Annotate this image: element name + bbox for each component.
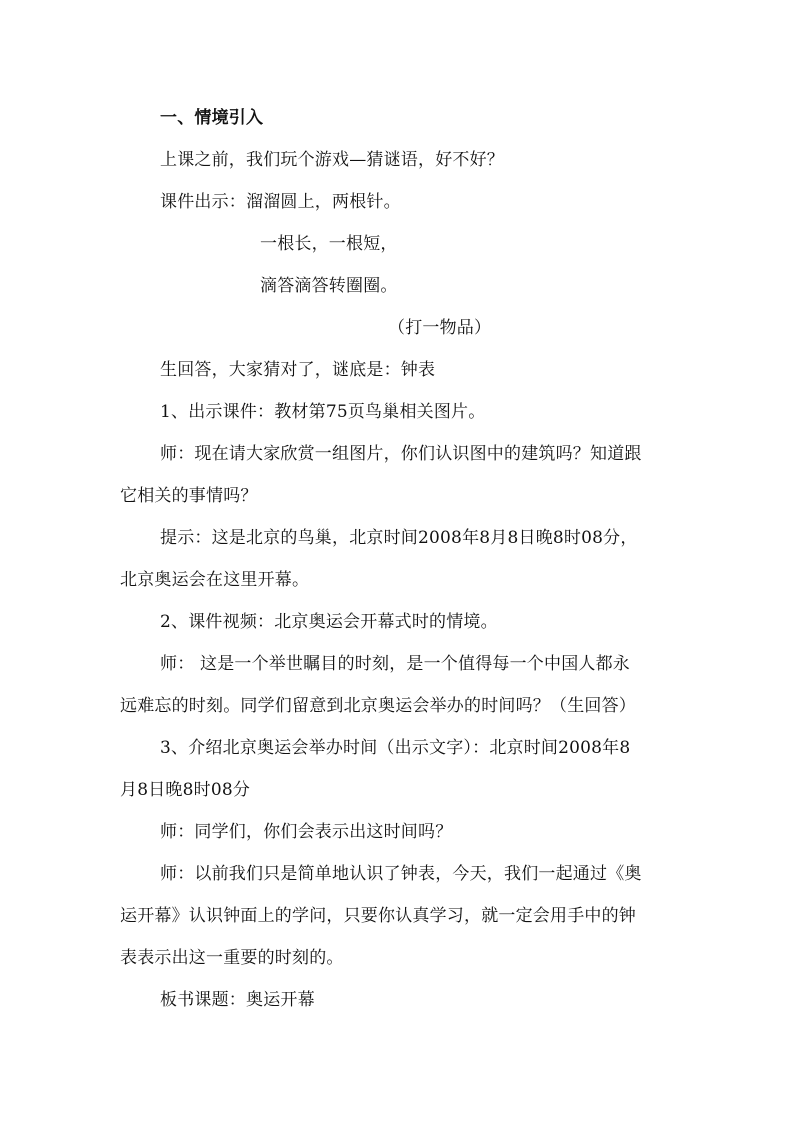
- step-1: 1、出示课件：教材第75页鸟巢相关图片。: [160, 402, 486, 422]
- intro-paragraph: 上课之前，我们玩个游戏—猜谜语，好不好？: [160, 150, 504, 170]
- riddle-hint: （打一物品）: [388, 318, 492, 338]
- step-3-line-1: 3、介绍北京奥运会举办时间（出示文字）：北京时间2008年8: [160, 738, 631, 758]
- teacher-paragraph-3: 师：同学们，你们会表示出这时间吗？: [160, 822, 453, 842]
- riddle-line-1: 课件出示：溜溜圆上，两根针。: [160, 192, 401, 212]
- teacher-paragraph-4-line-3: 表表示出这一重要的时刻的。: [120, 948, 344, 968]
- teacher-paragraph-4-line-1: 师：以前我们只是简单地认识了钟表，今天，我们一起通过《奥: [160, 864, 642, 884]
- answer-paragraph: 生回答，大家猜对了，谜底是：钟表: [160, 360, 436, 380]
- tip-line-2: 北京奥运会在这里开幕。: [120, 570, 310, 590]
- section-heading: 一、情境引入: [160, 108, 264, 128]
- teacher-paragraph-1-line-2: 它相关的事情吗？: [120, 486, 258, 506]
- teacher-paragraph-2-line-1: 师： 这是一个举世瞩目的时刻，是一个值得每一个中国人都永: [160, 654, 631, 674]
- tip-line-1: 提示：这是北京的鸟巢，北京时间2008年8月8日晚8时08分，: [160, 528, 638, 548]
- teacher-paragraph-2-line-2: 远难忘的时刻。同学们留意到北京奥运会举办的时间吗？（生回答）: [120, 696, 636, 716]
- board-title: 板书课题：奥运开幕: [160, 990, 315, 1010]
- teacher-paragraph-4-line-2: 运开幕》认识钟面上的学问，只要你认真学习，就一定会用手中的钟: [120, 906, 636, 926]
- step-2: 2、课件视频：北京奥运会开幕式时的情境。: [160, 612, 498, 632]
- teacher-paragraph-1-line-1: 师：现在请大家欣赏一组图片，你们认识图中的建筑吗？知道跟: [160, 444, 642, 464]
- step-3-line-2: 月8日晚8时08分: [120, 780, 251, 800]
- riddle-line-2: 一根长，一根短，: [260, 234, 398, 254]
- riddle-line-3: 滴答滴答转圈圈。: [260, 276, 398, 296]
